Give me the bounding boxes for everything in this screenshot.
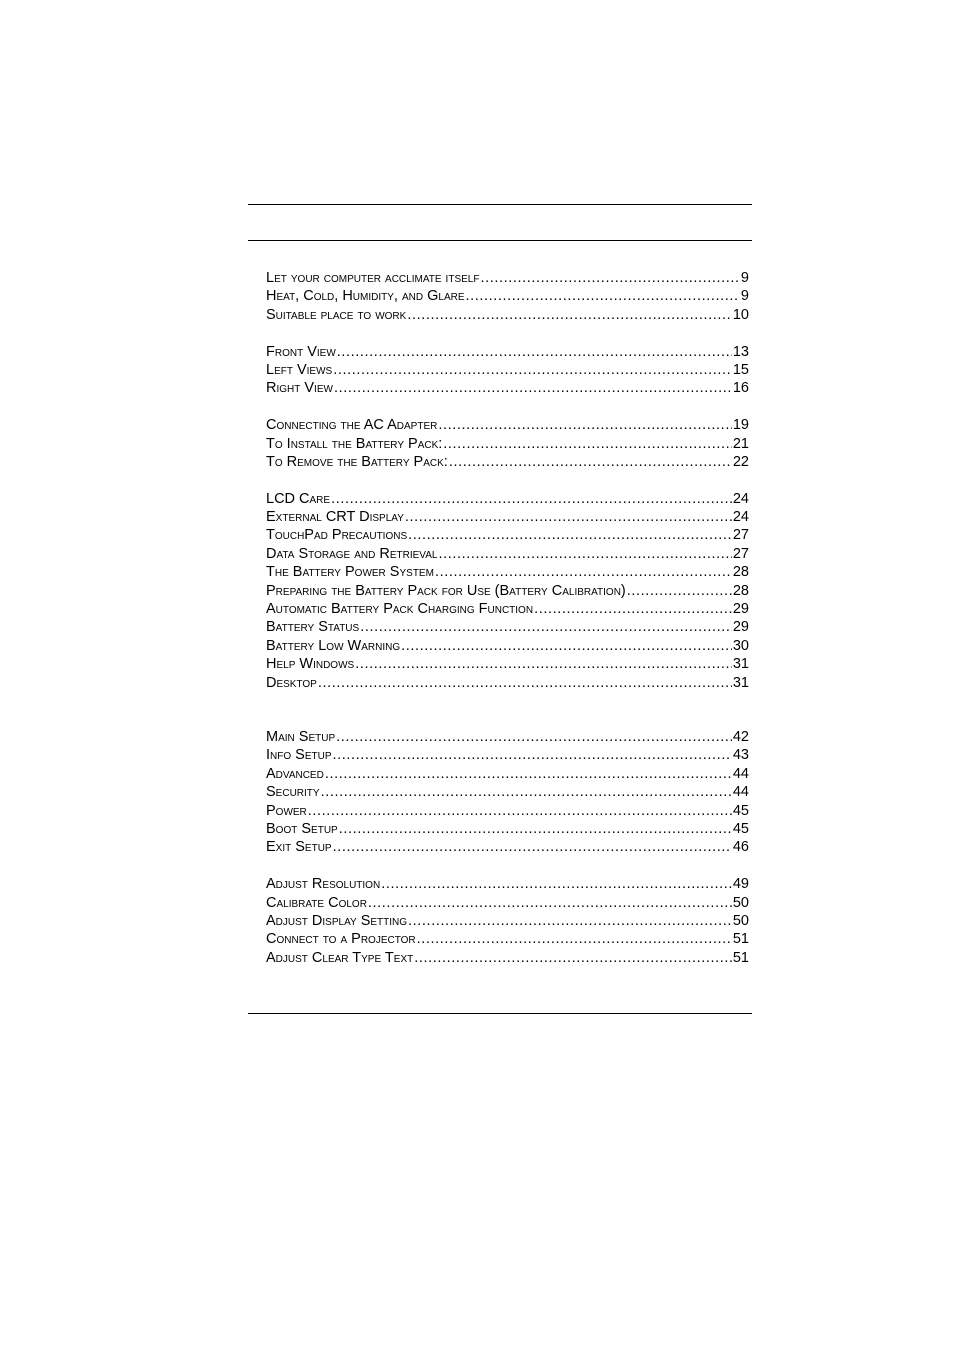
toc-group-4 — [266, 490, 749, 692]
toc-entry-page: 49 — [732, 876, 749, 893]
toc-entry[interactable] — [266, 894, 749, 912]
toc-entry-title: Help Windows — [266, 656, 355, 673]
dot-leader — [480, 269, 739, 287]
dot-leader — [449, 453, 732, 471]
toc-entry-title: Connect to a Projector — [266, 931, 416, 948]
toc-entry-page: 29 — [732, 601, 749, 618]
toc-entry[interactable] — [266, 674, 749, 692]
dot-leader — [408, 526, 732, 544]
dot-leader — [438, 545, 731, 563]
toc-entry-title: Battery Status — [266, 619, 360, 636]
toc-entry-page: 29 — [732, 619, 749, 636]
toc-entry-title: Calibrate Color — [266, 894, 367, 911]
toc-entry-title: Main Setup — [266, 728, 336, 745]
toc-entry[interactable] — [266, 930, 749, 948]
toc-entry-page: 31 — [732, 656, 749, 673]
toc-entry-page: 9 — [740, 270, 749, 286]
toc-entry[interactable] — [266, 949, 749, 967]
toc-entry-page: 42 — [732, 728, 749, 745]
dot-leader — [355, 655, 732, 673]
dot-leader — [368, 894, 732, 912]
toc-entry-page: 31 — [732, 674, 749, 691]
toc-group-2 — [266, 343, 749, 398]
toc-group-3 — [266, 416, 749, 471]
toc-entry-page: 27 — [732, 545, 749, 562]
toc-entry-title: Security — [266, 784, 320, 801]
toc-entry-page: 50 — [732, 912, 749, 929]
toc-entry-title: Preparing the Battery Pack for Use (Battery Calibration) — [266, 582, 626, 599]
toc-entry-page: 44 — [732, 784, 749, 801]
toc-entry-page: 28 — [732, 582, 749, 599]
toc-entry-title: Front View — [266, 343, 336, 360]
dot-leader — [336, 728, 732, 746]
toc-entry[interactable] — [266, 545, 749, 563]
toc-entry-page: 51 — [732, 949, 749, 966]
toc-entry[interactable] — [266, 563, 749, 581]
toc-entry[interactable] — [266, 508, 749, 526]
dot-leader — [435, 563, 732, 581]
toc-entry-title: External CRT Display — [266, 509, 404, 526]
toc-entry[interactable] — [266, 618, 749, 636]
toc-entry-title: Power — [266, 802, 307, 819]
toc-entry-title: To Remove the Battery Pack: — [266, 453, 448, 470]
toc-entry-page: 51 — [732, 931, 749, 948]
toc-entry[interactable] — [266, 637, 749, 655]
toc-entry-title: Desktop — [266, 674, 317, 691]
toc-entry-title: Battery Low Warning — [266, 637, 401, 654]
dot-leader — [405, 508, 732, 526]
toc-entry[interactable] — [266, 306, 749, 324]
toc-entry-title: Automatic Battery Pack Charging Function — [266, 601, 534, 618]
footer-rule — [248, 1013, 752, 1014]
toc-entry-page: 43 — [732, 747, 749, 764]
toc-entry-page: 9 — [740, 288, 749, 305]
toc-entry[interactable] — [266, 783, 749, 801]
toc-entry-page: 24 — [732, 490, 749, 507]
dot-leader — [334, 379, 732, 397]
toc-entry[interactable] — [266, 343, 749, 361]
toc-entry-page: 19 — [732, 417, 749, 434]
toc-entry-title: Adjust Resolution — [266, 876, 381, 893]
toc-entry-title: Info Setup — [266, 747, 332, 764]
dot-leader — [438, 416, 732, 434]
toc-entry[interactable] — [266, 600, 749, 618]
dot-leader — [408, 912, 732, 930]
toc-entry-title: Right View — [266, 380, 333, 397]
toc-entry[interactable] — [266, 379, 749, 397]
toc-entry-title: To Install the Battery Pack: — [266, 435, 443, 452]
toc-entry-page: 46 — [732, 839, 749, 856]
header-rule-bottom — [248, 240, 752, 241]
toc-entry[interactable] — [266, 287, 749, 305]
toc-entry[interactable] — [266, 820, 749, 838]
toc-entry[interactable] — [266, 582, 749, 600]
dot-leader — [414, 949, 732, 967]
toc-entry[interactable] — [266, 361, 749, 379]
toc-entry-page: 10 — [732, 306, 749, 323]
toc-entry-title: Adjust Clear Type Text — [266, 949, 414, 966]
toc-entry[interactable] — [266, 490, 749, 508]
dot-leader — [333, 746, 732, 764]
header-rule-top — [248, 204, 752, 205]
toc-entry-title: Left Views — [266, 361, 333, 378]
toc-entry-title: Heat, Cold, Humidity, and Glare — [266, 288, 465, 305]
dot-leader — [381, 875, 732, 893]
dot-leader — [325, 765, 732, 783]
toc-entry-page: 45 — [732, 820, 749, 837]
toc-group-1 — [266, 269, 749, 324]
dot-leader — [401, 637, 732, 655]
dot-leader — [318, 674, 732, 692]
toc-entry-page: 28 — [732, 564, 749, 581]
toc-entry-title: LCD Care — [266, 490, 331, 507]
toc-entry-title: Boot Setup — [266, 820, 338, 837]
toc-entry-title: TouchPad Precautions — [266, 527, 408, 544]
dot-leader — [466, 287, 740, 305]
toc-entry-title: Connecting the AC Adapter — [266, 417, 438, 434]
toc-entry[interactable] — [266, 765, 749, 783]
dot-leader — [339, 820, 732, 838]
toc-entry-title: Suitable place to work — [266, 306, 407, 323]
dot-leader — [443, 435, 732, 453]
dot-leader — [627, 582, 732, 600]
dot-leader — [534, 600, 732, 618]
dot-leader — [333, 361, 732, 379]
dot-leader — [333, 838, 732, 856]
toc-entry[interactable] — [266, 728, 749, 746]
toc-entry-page: 15 — [732, 361, 749, 378]
toc-entry-page: 13 — [732, 343, 749, 360]
toc-entry-page: 16 — [732, 380, 749, 397]
toc-entry-title: The Battery Power System — [266, 564, 434, 581]
toc-entry[interactable] — [266, 875, 749, 893]
toc-entry-page: 30 — [732, 637, 749, 654]
toc-group-5 — [266, 728, 749, 857]
toc-entry-title: Adjust Display Setting — [266, 912, 408, 929]
toc-group-6 — [266, 875, 749, 967]
toc-entry-title: Data Storage and Retrieval — [266, 545, 438, 562]
toc-entry[interactable] — [266, 746, 749, 764]
toc-entry-page: 27 — [732, 527, 749, 544]
toc-entry-title: Exit Setup — [266, 839, 332, 856]
toc-entry[interactable] — [266, 526, 749, 544]
toc-entry[interactable] — [266, 655, 749, 673]
toc-entry[interactable] — [266, 453, 749, 471]
toc-entry[interactable] — [266, 912, 749, 930]
toc-entry-page: 22 — [732, 453, 749, 470]
toc-entry[interactable] — [266, 416, 749, 434]
toc-entry-title: Advanced — [266, 765, 324, 782]
table-of-contents — [266, 269, 749, 967]
toc-entry-page: 44 — [732, 765, 749, 782]
toc-entry-page: 24 — [732, 509, 749, 526]
dot-leader — [360, 618, 732, 636]
toc-entry[interactable] — [266, 435, 749, 453]
toc-entry[interactable] — [266, 269, 749, 287]
dot-leader — [407, 306, 732, 324]
toc-entry[interactable] — [266, 838, 749, 856]
dot-leader — [331, 490, 732, 508]
dot-leader — [337, 343, 732, 361]
toc-entry-page: 50 — [732, 894, 749, 911]
toc-entry-title: Let your computer acclimate itself — [266, 270, 480, 286]
toc-entry-page: 21 — [732, 435, 749, 452]
toc-entry-page: 45 — [732, 802, 749, 819]
dot-leader — [417, 930, 732, 948]
dot-leader — [321, 783, 732, 801]
toc-entry[interactable] — [266, 802, 749, 820]
dot-leader — [308, 802, 732, 820]
